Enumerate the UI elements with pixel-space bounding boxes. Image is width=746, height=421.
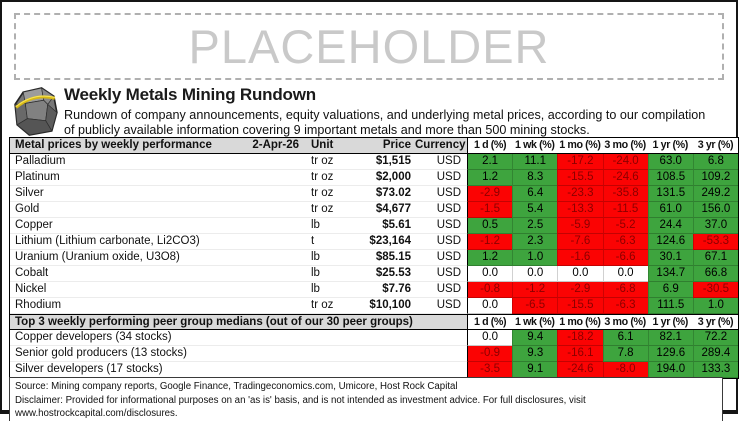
perf-value: 2.3 (512, 234, 557, 250)
date-spacer (237, 154, 303, 170)
perf-value: -24.6 (603, 170, 648, 186)
peer-header-title: Top 3 weekly performing peer group medians (out of our 30 peer groups) (10, 314, 467, 330)
metal-unit: tr oz (303, 154, 351, 170)
metal-name: Nickel (10, 282, 237, 298)
placeholder-banner (14, 13, 724, 80)
peer-group-row (10, 330, 738, 346)
col-header-3yr: 3 yr (%) (693, 314, 738, 330)
perf-value: 6.4 (512, 186, 557, 202)
metal-rows (10, 154, 738, 314)
metal-row (10, 202, 738, 218)
col-header-1yr: 1 yr (%) (648, 138, 693, 154)
perf-value: 124.6 (648, 234, 693, 250)
perf-value: -30.5 (693, 282, 738, 298)
perf-value: 6.8 (693, 154, 738, 170)
col-header-3mo: 3 mo (%) (604, 316, 646, 328)
perf-value: -13.3 (557, 202, 602, 218)
metal-unit: tr oz (303, 298, 351, 314)
perf-value: -1.2 (512, 282, 557, 298)
metal-name: Copper (10, 218, 237, 234)
perf-value: 9.3 (512, 346, 557, 362)
perf-value: 1.0 (693, 298, 738, 314)
metal-price: $73.02 (351, 186, 415, 202)
metal-unit: lb (303, 266, 351, 282)
peer-group-row (10, 346, 738, 362)
metal-price: $5.61 (351, 218, 415, 234)
perf-value: 66.8 (693, 266, 738, 282)
perf-value: 0.0 (557, 266, 602, 282)
footer-notes (9, 377, 723, 421)
metal-name: Palladium (10, 154, 237, 170)
perf-value: 129.6 (648, 346, 693, 362)
metal-name: Silver (10, 186, 237, 202)
metal-price: $10,100 (351, 298, 415, 314)
metal-name: Platinum (10, 170, 237, 186)
metal-row (10, 186, 738, 202)
perf-value: 63.0 (648, 154, 693, 170)
perf-value: 0.0 (512, 266, 557, 282)
col-header-currency: Currency (415, 138, 467, 154)
metal-price: $1,515 (351, 154, 415, 170)
metal-currency: USD (415, 218, 467, 234)
perf-value: -6.3 (603, 298, 648, 314)
perf-value: 6.1 (603, 330, 648, 346)
perf-value: 0.0 (467, 298, 512, 314)
peer-group-name: Senior gold producers (13 stocks) (10, 346, 467, 362)
metal-row (10, 154, 738, 170)
col-header-1yr: 1 yr (%) (648, 314, 693, 330)
perf-value: -24.6 (557, 362, 602, 378)
metal-unit: lb (303, 250, 351, 266)
metal-unit: tr oz (303, 202, 351, 218)
perf-value: 289.4 (693, 346, 738, 362)
perf-value: 2.5 (512, 218, 557, 234)
metal-name: Cobalt (10, 266, 237, 282)
col-header-unit: Unit (303, 138, 351, 154)
perf-value: -2.9 (557, 282, 602, 298)
date-spacer (237, 298, 303, 314)
peer-rows (10, 330, 738, 378)
placeholder-label: PLACEHOLDER (188, 20, 550, 73)
perf-value: 134.7 (648, 266, 693, 282)
metal-name: Uranium (Uranium oxide, U3O8) (10, 250, 237, 266)
metal-unit: lb (303, 282, 351, 298)
perf-value: 109.2 (693, 170, 738, 186)
perf-value: 2.1 (467, 154, 512, 170)
metal-row (10, 218, 738, 234)
source-line: Source: Mining company reports, Google Finance, Tradingeconomics.com, Umicore, Host Rock Capital (15, 381, 458, 392)
col-header-1wk: 1 wk (%) (512, 138, 557, 154)
perf-value: 37.0 (693, 218, 738, 234)
perf-value: 30.1 (648, 250, 693, 266)
col-header-1mo: 1 mo (%) (557, 138, 602, 154)
metals-performance-table (9, 137, 739, 379)
metal-name: Rhodium (10, 298, 237, 314)
perf-value: 67.1 (693, 250, 738, 266)
brand-block (64, 85, 726, 138)
metal-currency: USD (415, 154, 467, 170)
metal-unit: tr oz (303, 186, 351, 202)
date-spacer (237, 266, 303, 282)
page-title: Weekly Metals Mining Rundown (64, 85, 316, 104)
col-header-3mo: 3 mo (%) (603, 138, 648, 154)
perf-value: -6.3 (603, 234, 648, 250)
perf-value: 133.3 (693, 362, 738, 378)
date-spacer (237, 202, 303, 218)
perf-value: -17.2 (557, 154, 602, 170)
metal-unit: tr oz (303, 170, 351, 186)
perf-value: -35.8 (603, 186, 648, 202)
perf-value: 131.5 (648, 186, 693, 202)
metal-row (10, 234, 738, 250)
metal-currency: USD (415, 266, 467, 282)
metal-currency: USD (415, 186, 467, 202)
perf-value: 108.5 (648, 170, 693, 186)
metal-unit: lb (303, 218, 351, 234)
perf-value: 0.0 (467, 330, 512, 346)
perf-value: 24.4 (648, 218, 693, 234)
date-spacer (237, 218, 303, 234)
perf-value: -6.8 (603, 282, 648, 298)
metal-price: $25.53 (351, 266, 415, 282)
metal-currency: USD (415, 282, 467, 298)
perf-value: 1.2 (467, 170, 512, 186)
perf-value: -5.2 (603, 218, 648, 234)
metals-table-header (10, 138, 738, 154)
perf-value: -16.1 (557, 346, 602, 362)
date-spacer (237, 234, 303, 250)
metal-unit: t (303, 234, 351, 250)
perf-value: -23.3 (557, 186, 602, 202)
perf-value: -6.5 (512, 298, 557, 314)
perf-value: -11.5 (603, 202, 648, 218)
col-header-3yr: 3 yr (%) (693, 138, 738, 154)
perf-value: 72.2 (693, 330, 738, 346)
metal-price: $7.76 (351, 282, 415, 298)
perf-value: -18.2 (557, 330, 602, 346)
metal-price: $4,677 (351, 202, 415, 218)
metal-currency: USD (415, 298, 467, 314)
perf-value: 6.9 (648, 282, 693, 298)
metal-row (10, 250, 738, 266)
perf-value: 0.0 (467, 266, 512, 282)
perf-value: -1.2 (467, 234, 512, 250)
metal-price: $23,164 (351, 234, 415, 250)
rock-with-gold-vein-icon (13, 86, 60, 142)
metal-currency: USD (415, 170, 467, 186)
perf-value: -5.9 (557, 218, 602, 234)
perf-value: 9.4 (512, 330, 557, 346)
page-description: Rundown of company announcements, equity valuations, and underlying metal prices, according to our compilation of publicly available information covering 9 important metals and more than 500 mining stocks. (64, 108, 706, 137)
perf-value: -15.5 (557, 298, 602, 314)
disclaimer-line: Disclaimer: Provided for informational purposes on an 'as is' basis, and is not intended as investment advice. For full disclosures, visit www.hostrockcapital.com/disclosures. (15, 394, 586, 420)
perf-value: -0.9 (467, 346, 512, 362)
perf-value: -1.6 (557, 250, 602, 266)
perf-value: 0.5 (467, 218, 512, 234)
perf-value: 8.3 (512, 170, 557, 186)
perf-value: -8.0 (603, 362, 648, 378)
perf-value: -3.5 (467, 362, 512, 378)
perf-value: 61.0 (648, 202, 693, 218)
perf-value: -24.0 (603, 154, 648, 170)
perf-value: 11.1 (512, 154, 557, 170)
perf-value: 7.8 (603, 346, 648, 362)
perf-value: 0.0 (603, 266, 648, 282)
metal-name: Gold (10, 202, 237, 218)
metal-row (10, 266, 738, 282)
perf-value: 5.4 (512, 202, 557, 218)
date-spacer (237, 282, 303, 298)
perf-value: 1.0 (512, 250, 557, 266)
perf-value: -6.6 (603, 250, 648, 266)
metal-currency: USD (415, 202, 467, 218)
perf-value: 111.5 (648, 298, 693, 314)
date-spacer (237, 186, 303, 202)
peer-table-header (10, 314, 738, 330)
col-header-1mo: 1 mo (%) (559, 316, 601, 328)
peer-group-name: Silver developers (17 stocks) (10, 362, 467, 378)
metal-name: Lithium (Lithium carbonate, Li2CO3) (10, 234, 237, 250)
metal-row (10, 282, 738, 298)
metal-row (10, 170, 738, 186)
perf-value: 249.2 (693, 186, 738, 202)
perf-value: 1.2 (467, 250, 512, 266)
date-spacer (237, 250, 303, 266)
col-header-price: Price (351, 138, 415, 154)
perf-value: -0.8 (467, 282, 512, 298)
col-header-1wk: 1 wk (%) (512, 314, 557, 330)
metals-header-title: Metal prices by weekly performance (10, 138, 237, 154)
perf-value: 194.0 (648, 362, 693, 378)
metal-price: $2,000 (351, 170, 415, 186)
metal-currency: USD (415, 250, 467, 266)
perf-value: -2.9 (467, 186, 512, 202)
metal-currency: USD (415, 234, 467, 250)
metal-row (10, 298, 738, 314)
col-header-1d: 1 d (%) (467, 138, 512, 154)
perf-value: 9.1 (512, 362, 557, 378)
metal-price: $85.15 (351, 250, 415, 266)
peer-group-name: Copper developers (34 stocks) (10, 330, 467, 346)
perf-value: 82.1 (648, 330, 693, 346)
perf-value: -7.6 (557, 234, 602, 250)
perf-value: -53.3 (693, 234, 738, 250)
perf-value: -15.5 (557, 170, 602, 186)
date-spacer (237, 170, 303, 186)
perf-value: 156.0 (693, 202, 738, 218)
perf-value: -1.5 (467, 202, 512, 218)
report-date: 2-Apr-26 (237, 138, 303, 154)
peer-group-row (10, 362, 738, 378)
col-header-1d: 1 d (%) (467, 314, 512, 330)
